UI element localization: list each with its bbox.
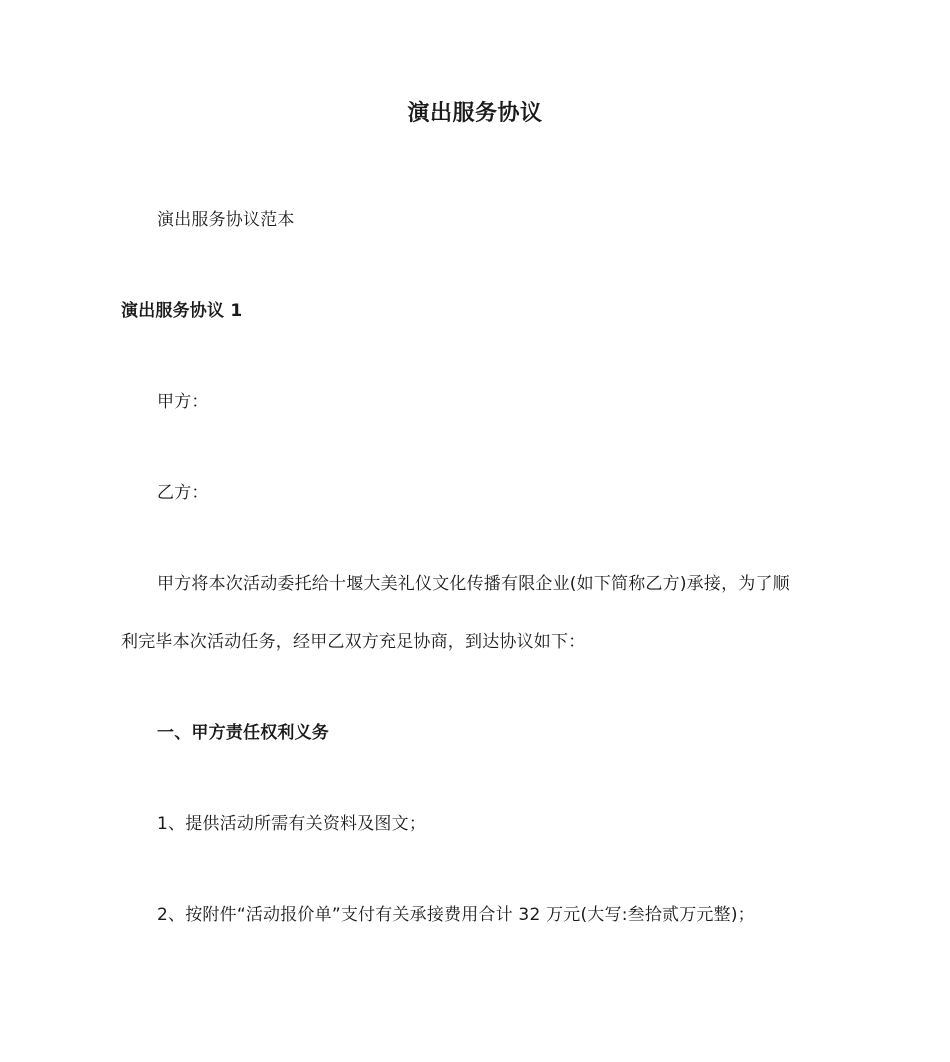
section-heading: 演出服务协议 1 <box>121 301 243 321</box>
clause-heading: 一、甲方责任权利义务 <box>157 723 329 743</box>
party-a-label: 甲方： <box>157 392 209 412</box>
clause-item-2: 2、按附件“活动报价单”支付有关承接费用合计 32 万元(大写:叁拾贰万元整)； <box>157 905 755 925</box>
intro-paragraph-line-2: 利完毕本次活动任务，经甲乙双方充足协商，到达协议如下： <box>121 632 586 652</box>
document-title: 演出服务协议 <box>407 101 543 126</box>
clause-item-1: 1、提供活动所需有关资料及图文； <box>157 814 427 834</box>
intro-paragraph-line-1: 甲方将本次活动委托给十堰大美礼仪文化传播有限企业(如下简称乙方)承接，为了顺 <box>157 574 790 594</box>
document-subtitle: 演出服务协议范本 <box>157 210 295 230</box>
party-b-label: 乙方： <box>157 483 209 503</box>
